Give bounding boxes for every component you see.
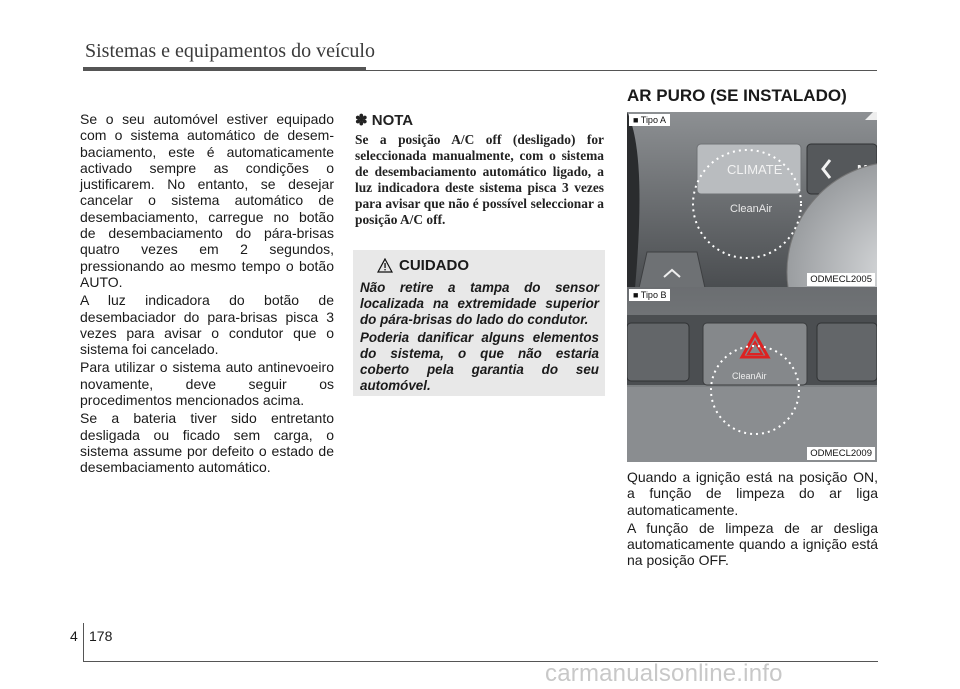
- section-title: AR PURO (SE INSTALADO): [627, 86, 847, 105]
- image-tag-type-b: ■ Tipo B: [629, 289, 670, 301]
- photo-type-b: [627, 287, 877, 462]
- paragraph: Para utilizar o sistema auto antinevoeiro novamente, deve seguir os procedimentos mencionados acima.: [80, 359, 334, 409]
- watermark: carmanualsonline.info: [545, 660, 783, 687]
- header-rule: [366, 70, 877, 71]
- cleanair-label: CleanAir: [730, 203, 773, 215]
- image-code-b: ODMECL2009: [807, 447, 875, 460]
- header-bar: [83, 67, 366, 71]
- paragraph: Quando a ignição está na posição ON, a função de limpeza do ar liga automaticamente.: [627, 469, 878, 518]
- page-header-title: Sistemas e equipamentos do veículo: [85, 40, 375, 62]
- footer-separator: [83, 623, 84, 661]
- caution-heading-text: CUIDADO: [399, 257, 469, 274]
- image-tag-type-a: ■ Tipo A: [629, 114, 670, 126]
- photo-type-a: [627, 112, 877, 288]
- paragraph: Não retire a tampa do sensor localizada na extremidade superior do pára-brisas do lado do condutor.: [360, 280, 599, 327]
- paragraph: A função de limpeza de ar desliga automaticamente quando a ignição está na posição OFF.: [627, 519, 878, 569]
- hazard-panel-illustration: [627, 287, 877, 462]
- paragraph: A luz indicadora do botão de desembaciador do para-brisas pisca 3 vezes para avisar o condutor que o sistema foi cancelado.: [80, 292, 334, 358]
- warning-triangle-icon: [377, 258, 393, 273]
- climate-panel-illustration: [627, 112, 877, 288]
- right-column-text: [627, 469, 878, 571]
- chapter-number: 4: [70, 628, 78, 644]
- caution-heading: [377, 257, 469, 274]
- paragraph: Se a bateria tiver sido entretanto desligada ou ficado sem carga, o sistema assume por defeito o estado de desembaciamento automático.: [80, 410, 334, 476]
- paragraph: Se o seu automóvel estiver equipado com o sistema automático de desem-baciamento, este é automaticamente activado sempre as condições o justificarem. No entanto, se desejar cancelar o sistema automático de desembaciamento, carregue no botão de desembaciamento do pára-brisas quatro vezes em 2 segundos, pressionando ao mesmo tempo o botão AUTO.: [80, 111, 334, 290]
- paragraph: Poderia danificar alguns elementos do sistema, o que não estaria coberto pela garantia do seu automóvel.: [360, 330, 599, 393]
- cleanair-label: CleanAir: [732, 371, 767, 381]
- page-number: 178: [89, 628, 113, 644]
- caution-body: [360, 280, 599, 396]
- left-column: [80, 111, 334, 478]
- nota-heading: ✽ NOTA: [355, 112, 414, 129]
- image-code-a: ODMECL2005: [807, 273, 875, 286]
- caution-box: [353, 250, 605, 396]
- nota-body: Se a posição A/C off (desligado) for seleccionada manualmente, com o sistema de desembaciamento automático ligado, a luz indicadora deste sistema pisca 3 vezes para avisar que não é possível seleccionar a posição A/C off.: [355, 132, 604, 227]
- climate-label: CLIMATE: [727, 162, 783, 177]
